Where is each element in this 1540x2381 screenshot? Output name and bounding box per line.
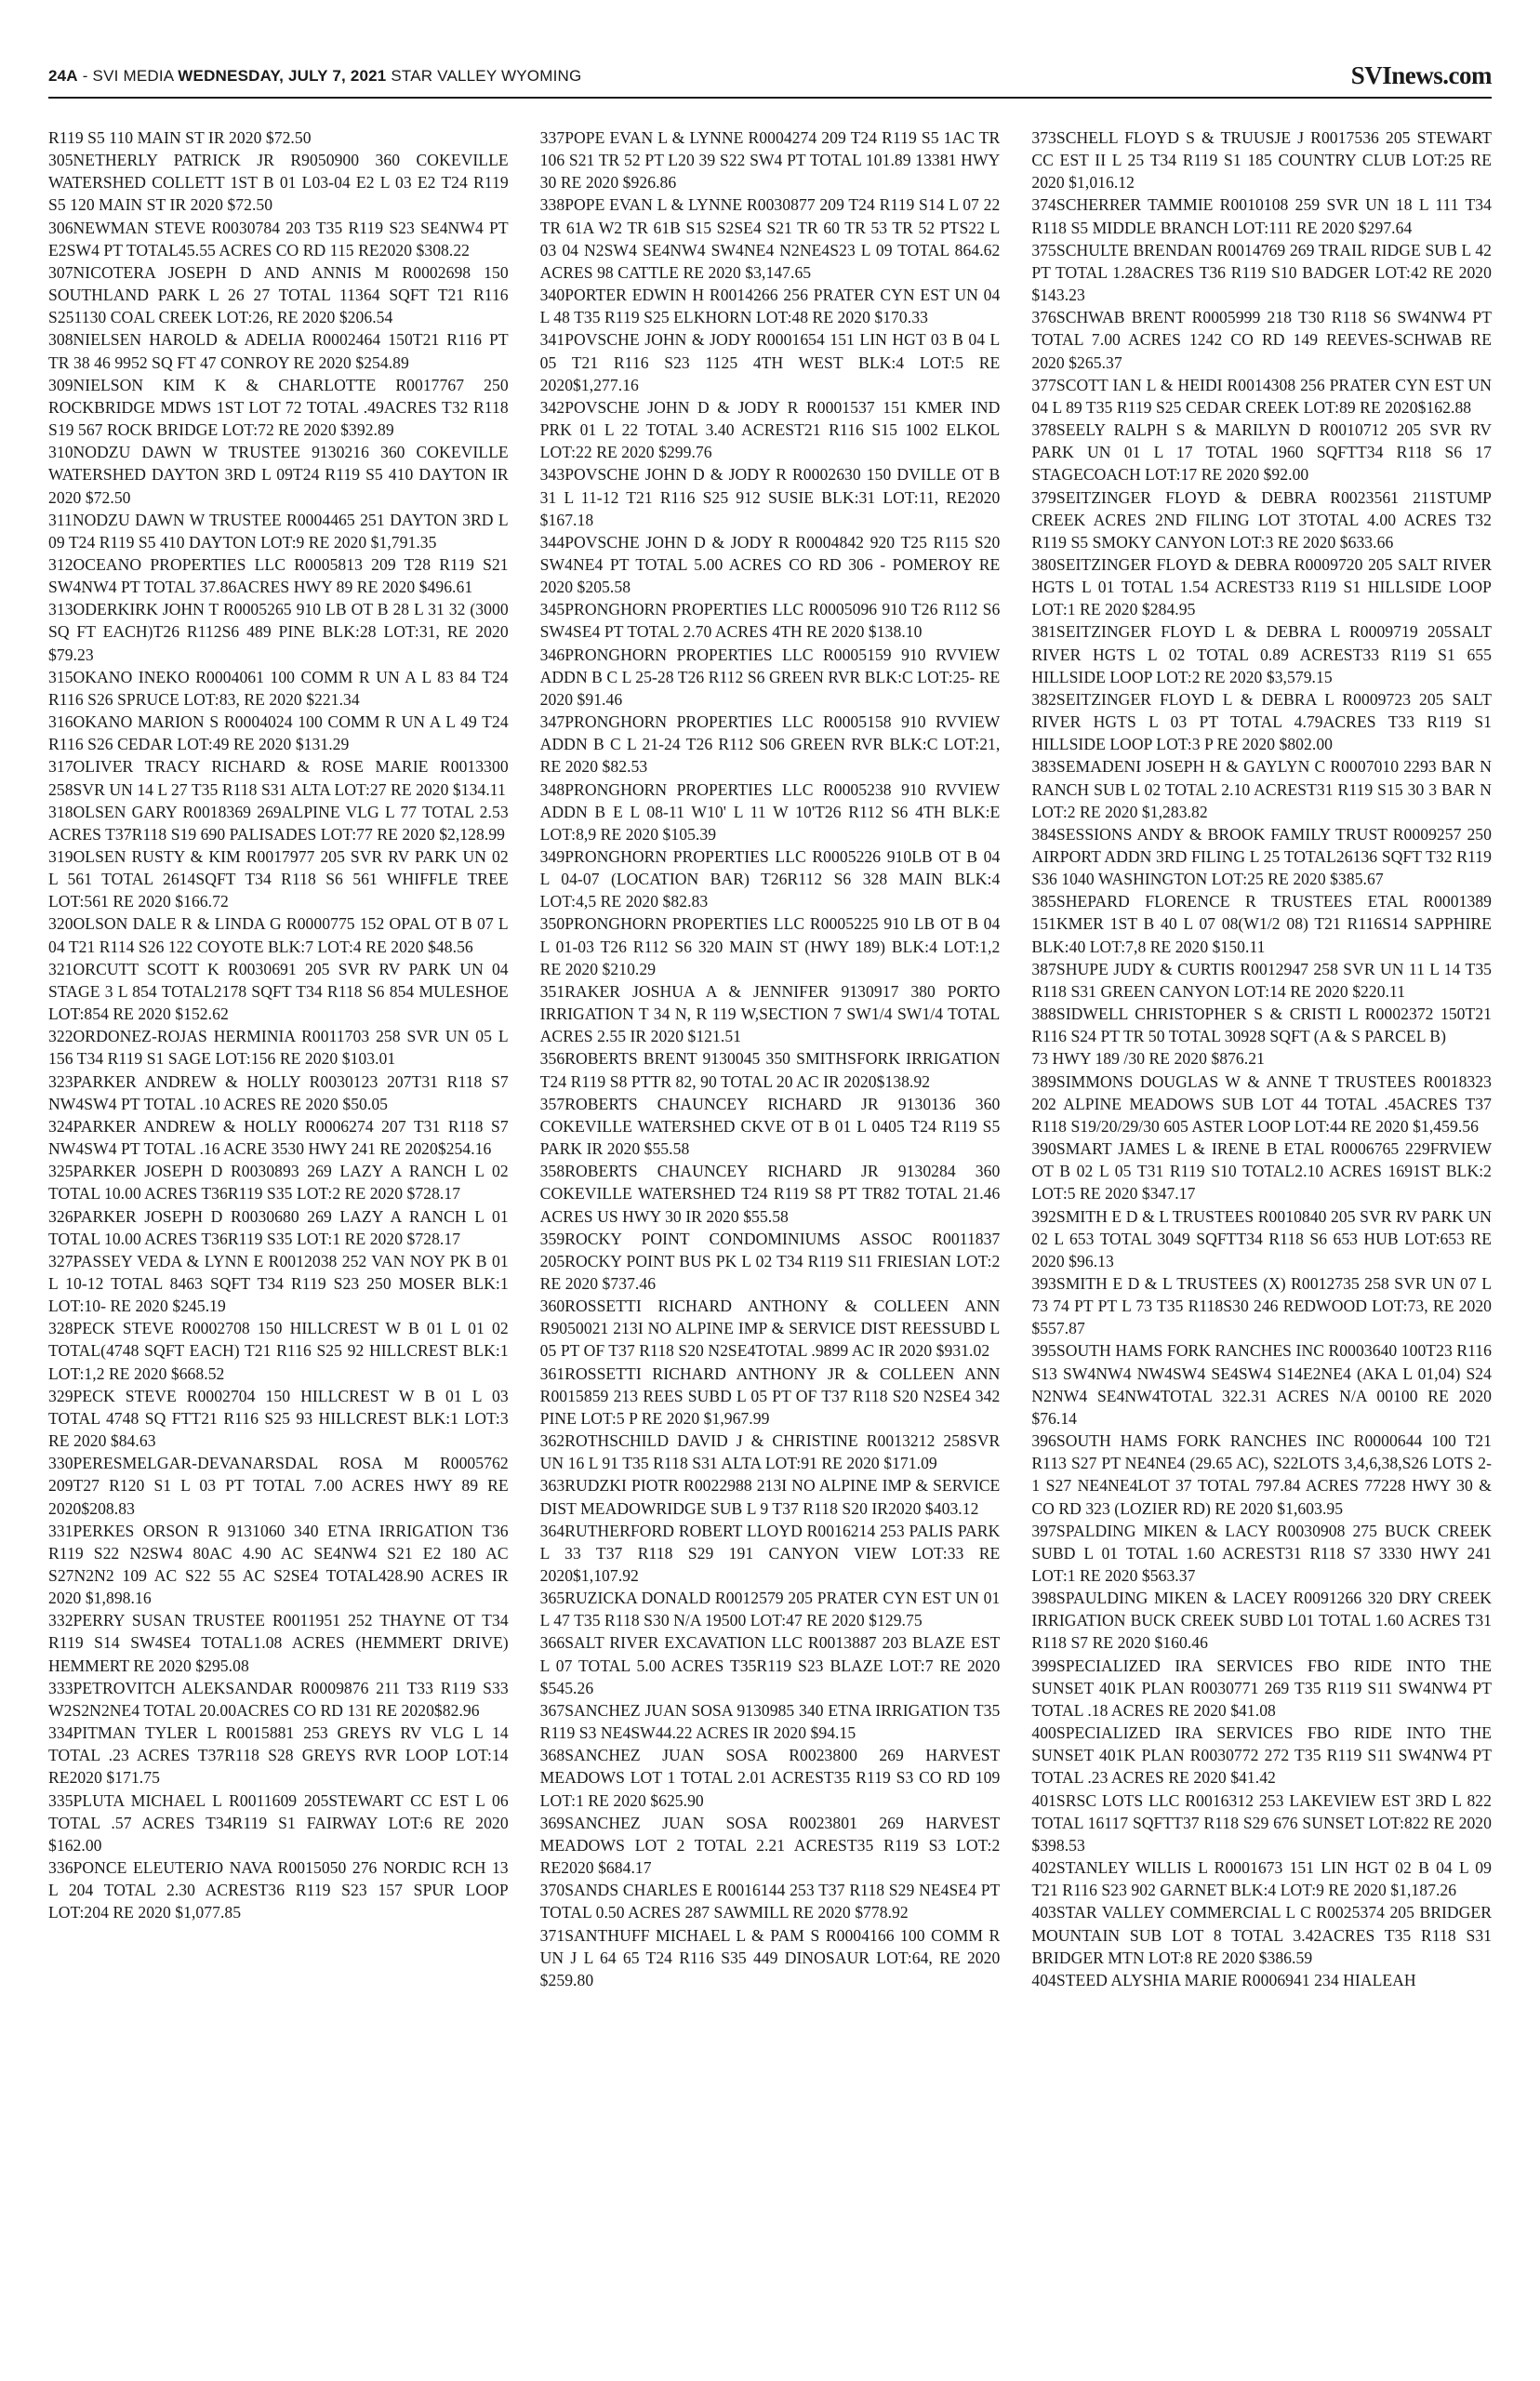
tax-listing: 371SANTHUFF MICHAEL L & PAM S R0004166 100 COMM R UN J L 64 65 T24 R116 S35 449 DINOSAUR LOT:64, RE 2020 $259.80	[539, 1925, 1001, 1989]
tax-listing: 73 HWY 189 /30 RE 2020 $876.21	[1031, 1049, 1265, 1069]
tax-listing: 356ROBERTS BRENT 9130045 350 SMITHSFORK IRRIGATION T24 R119 S8 PTTR 82, 90 TOTAL 20 AC IR 2020$138.92	[539, 1049, 1001, 1091]
tax-listing: 305NETHERLY PATRICK JR R9050900 360 COKEVILLE WATERSHED COLLETT 1ST B 01 L03-04 E2 L 03 E2 T24 R119 S5 120 MAIN ST IR 2020 $72.50	[48, 151, 509, 215]
tax-listing: 376SCHWAB BRENT R0005999 218 T30 R118 S6 SW4NW4 PT TOTAL 7.00 ACRES 1242 CO RD 149 REEVES-SCHWAB RE 2020 $265.37	[1031, 308, 1493, 372]
tax-listing: 398SPAULDING MIKEN & LACEY R0091266 320 DRY CREEK IRRIGATION BUCK CREEK SUBD L01 TOTAL 1.60 ACRES T31 R118 S7 RE 2020 $160.46	[1031, 1589, 1493, 1653]
tax-listing: 381SEITZINGER FLOYD L & DEBRA L R0009719 205SALT RIVER HGTS L 02 TOTAL 0.89 ACREST33 R119 S1 655 HILLSIDE LOOP LOT:2 RE 2020 $3,579.15	[1031, 622, 1493, 686]
tax-listing: 336PONCE ELEUTERIO NAVA R0015050 276 NORDIC RCH 13 L 204 TOTAL 2.30 ACREST36 R119 S23 157 SPUR LOOP LOT:204 RE 2020 $1,077.85	[48, 1858, 509, 1922]
tax-listing: 329PECK STEVE R0002704 150 HILLCREST W B 01 L 03 TOTAL 4748 SQ FTT21 R116 S25 93 HILLCREST BLK:1 LOT:3 RE 2020 $84.63	[48, 1386, 509, 1451]
paper-name: STAR VALLEY WYOMING	[391, 67, 582, 85]
tax-listing: 361ROSSETTI RICHARD ANTHONY JR & COLLEEN ANN R0015859 213 REES SUBD L 05 PT OF T37 R118 S20 N2SE4 342 PINE LOT:5 P RE 2020 $1,967.99	[539, 1363, 1001, 1428]
tax-listing: 313ODERKIRK JOHN T R0005265 910 LB OT B 28 L 31 32 (3000 SQ FT EACH)T26 R112S6 489 PINE BLK:28 LOT:31, RE 2020 $79.23	[48, 600, 509, 664]
tax-listing: 402STANLEY WILLIS L R0001673 151 LIN HGT 02 B 04 L 09 T21 R116 S23 902 GARNET BLK:4 LOT:9 RE 2020 $1,187.26	[1031, 1858, 1493, 1900]
tax-listing: 403STAR VALLEY COMMERCIAL L C R0025374 205 BRIDGER MOUNTAIN SUB LOT 8 TOTAL 3.42ACRES T35 R118 S31 BRIDGER MTN LOT:8 RE 2020 $386.59	[1031, 1903, 1493, 1967]
column-2	[540, 126, 1001, 2351]
tax-listing: 379SEITZINGER FLOYD & DEBRA R0023561 211STUMP CREEK ACRES 2ND FILING LOT 3TOTAL 4.00 ACRES T32 R119 S5 SMOKY CANYON LOT:3 RE 2020 $633.66	[1031, 487, 1493, 552]
tax-listing: 341POVSCHE JOHN & JODY R0001654 151 LIN HGT 03 B 04 L 05 T21 R116 S23 1125 4TH WEST BLK:4 LOT:5 RE 2020$1,277.16	[539, 330, 1001, 394]
tax-listing: 380SEITZINGER FLOYD & DEBRA R0009720 205 SALT RIVER HGTS L 01 TOTAL 1.54 ACREST33 R119 S1 HILLSIDE LOOP LOT:1 RE 2020 $284.95	[1031, 554, 1493, 619]
tax-listing: 312OCEANO PROPERTIES LLC R0005813 209 T28 R119 S21 SW4NW4 PT TOTAL 37.86ACRES HWY 89 RE 2020 $496.61	[48, 554, 509, 597]
tax-listing: 384SESSIONS ANDY & BROOK FAMILY TRUST R0009257 250 AIRPORT ADDN 3RD FILING L 25 TOTAL26136 SQFT T32 R119 S36 1040 WASHINGTON LOT:25 RE 2020 $385.67	[1031, 824, 1493, 889]
tax-listing: 331PERKES ORSON R 9131060 340 ETNA IRRIGATION T36 R119 S22 N2SW4 80AC 4.90 AC SE4NW4 S21 E2 180 AC S27N2N2 109 AC S22 55 AC S2SE4 TOTAL428.90 ACRES IR 2020 $1,898.16	[48, 1521, 509, 1608]
tax-listing: 345PRONGHORN PROPERTIES LLC R0005096 910 T26 R112 S6 SW4SE4 PT TOTAL 2.70 ACRES 4TH RE 2020 $138.10	[539, 600, 1001, 642]
tax-listing: 347PRONGHORN PROPERTIES LLC R0005158 910 RVVIEW ADDN B C L 21-24 T26 R112 S06 GREEN RVR BLK:C LOT:21, RE 2020 $82.53	[539, 712, 1001, 777]
legal-notice-columns	[48, 126, 1492, 2351]
tax-listing: 328PECK STEVE R0002708 150 HILLCREST W B 01 L 01 02 TOTAL(4748 SQFT EACH) T21 R116 S25 92 HILLCREST BLK:1 LOT:1,2 RE 2020 $668.52	[48, 1319, 509, 1383]
page-number: 24A	[48, 67, 78, 85]
tax-listing: 326PARKER JOSEPH D R0030680 269 LAZY A RANCH L 01 TOTAL 10.00 ACRES T36R119 S35 LOT:1 RE 2020 $728.17	[48, 1206, 509, 1248]
tax-listing: 375SCHULTE BRENDAN R0014769 269 TRAIL RIDGE SUB L 42 PT TOTAL 1.28ACRES T36 R119 S10 BADGER LOT:42 RE 2020 $143.23	[1031, 240, 1493, 305]
tax-listing: 337POPE EVAN L & LYNNE R0004274 209 T24 R119 S5 1AC TR 106 S21 TR 52 PT L20 39 S22 SW4 PT TOTAL 101.89 13381 HWY 30 RE 2020 $926.86	[539, 128, 1001, 193]
tax-listing: 364RUTHERFORD ROBERT LLOYD R0016214 253 PALIS PARK L 33 T37 R118 S29 191 CANYON VIEW LOT:33 RE 2020$1,107.92	[539, 1521, 1001, 1585]
tax-listing: 400SPECIALIZED IRA SERVICES FBO RIDE INTO THE SUNSET 401K PLAN R0030772 272 T35 R119 S11 SW4NW4 PT TOTAL .23 ACRES RE 2020 $41.42	[1031, 1723, 1493, 1788]
tax-listing: 322ORDONEZ-ROJAS HERMINIA R0011703 258 SVR UN 05 L 156 T34 R119 S1 SAGE LOT:156 RE 2020 $103.01	[48, 1027, 509, 1069]
tax-listing: 374SCHERRER TAMMIE R0010108 259 SVR UN 18 L 111 T34 R118 S5 MIDDLE BRANCH LOT:111 RE 2020 $297.64	[1031, 195, 1493, 237]
tax-listing: 317OLIVER TRACY RICHARD & ROSE MARIE R0013300 258SVR UN 14 L 27 T35 R118 S31 ALTA LOT:27 RE 2020 $134.11	[48, 757, 509, 799]
tax-listing: 340PORTER EDWIN H R0014266 256 PRATER CYN EST UN 04 L 48 T35 R119 S25 ELKHORN LOT:48 RE 2020 $170.33	[539, 286, 1001, 327]
tax-listing: 342POVSCHE JOHN D & JODY R R0001537 151 KMER IND PRK 01 L 22 TOTAL 3.40 ACREST21 R116 S15 1002 ELKOL LOT:22 RE 2020 $299.76	[539, 397, 1001, 462]
publisher-name: SVI MEDIA	[92, 67, 174, 85]
tax-listing: 366SALT RIVER EXCAVATION LLC R0013887 203 BLAZE EST L 07 TOTAL 5.00 ACRES T35R119 S23 BLAZE LOT:7 RE 2020 $545.26	[539, 1633, 1001, 1697]
tax-listing: 318OLSEN GARY R0018369 269ALPINE VLG L 77 TOTAL 2.53 ACRES T37R118 S19 690 PALISADES LOT:77 RE 2020 $2,128.99	[48, 802, 509, 844]
tax-listing: 387SHUPE JUDY & CURTIS R0012947 258 SVR UN 11 L 14 T35 R118 S31 GREEN CANYON LOT:14 RE 2020 $220.11	[1031, 959, 1493, 1001]
tax-listing: 401SRSC LOTS LLC R0016312 253 LAKEVIEW EST 3RD L 822 TOTAL 16117 SQFTT37 R118 S29 676 SUNSET LOT:822 RE 2020 $398.53	[1031, 1790, 1493, 1855]
tax-listing: 334PITMAN TYLER L R0015881 253 GREYS RV VLG L 14 TOTAL .23 ACRES T37R118 S28 GREYS RVR LOOP LOT:14 RE2020 $171.75	[48, 1723, 509, 1788]
tax-listing: 315OKANO INEKO R0004061 100 COMM R UN A L 83 84 T24 R116 S26 SPRUCE LOT:83, RE 2020 $221.34	[48, 667, 509, 709]
tax-listing: 393SMITH E D & L TRUSTEES (X) R0012735 258 SVR UN 07 L 73 74 PT PT L 73 T35 R118S30 246 REDWOOD LOT:73, RE 2020 $557.87	[1031, 1273, 1493, 1338]
tax-listing: 330PERESMELGAR-DEVANARSDAL ROSA M R0005762 209T27 R120 S1 L 03 PT TOTAL 7.00 ACRES HWY 89 RE 2020$208.83	[48, 1454, 509, 1518]
tax-listing: 320OLSON DALE R & LINDA G R0000775 152 OPAL OT B 07 L 04 T21 R114 S26 122 COYOTE BLK:7 LOT:4 RE 2020 $48.56	[48, 914, 509, 956]
tax-listing: 389SIMMONS DOUGLAS W & ANNE T TRUSTEES R0018323 202 ALPINE MEADOWS SUB LOT 44 TOTAL .45ACRES T37 R118 S19/20/29/30 605 ASTER LOOP LOT:44 RE 2020 $1,459.56	[1031, 1071, 1493, 1136]
tax-listing: 390SMART JAMES L & IRENE B ETAL R0006765 229FRVIEW OT B 02 L 05 T31 R119 S10 TOTAL2.10 ACRES 1691ST BLK:2 LOT:5 RE 2020 $347.17	[1031, 1139, 1493, 1204]
tax-listing: 319OLSEN RUSTY & KIM R0017977 205 SVR RV PARK UN 02 L 561 TOTAL 2614SQFT T34 R118 S6 561 WHIFFLE TREE LOT:561 RE 2020 $166.72	[48, 847, 509, 911]
tax-listing: 309NIELSON KIM K & CHARLOTTE R0017767 250 ROCKBRIDGE MDWS 1ST LOT 72 TOTAL .49ACRES T32 R118 S19 567 ROCK BRIDGE LOT:72 RE 2020 $392.89	[48, 375, 509, 440]
page-header	[48, 60, 1492, 99]
header-line	[48, 67, 581, 86]
tax-listing: 349PRONGHORN PROPERTIES LLC R0005226 910LB OT B 04 L 04-07 (LOCATION BAR) T26R112 S6 328 MAIN BLK:4 LOT:4,5 RE 2020 $82.83	[539, 847, 1001, 911]
tax-listing: 373SCHELL FLOYD S & TRUUSJE J R0017536 205 STEWART CC EST II L 25 T34 R119 S1 185 COUNTRY CLUB LOT:25 RE 2020 $1,016.12	[1031, 128, 1493, 193]
tax-listing: 395SOUTH HAMS FORK RANCHES INC R0003640 100T23 R116 S13 SW4NW4 NW4SW4 SE4SW4 S14E2NE4 (AKA L 01,04) S24 N2NW4 SE4NW4TOTAL 322.31 ACRES N/A 00100 RE 2020 $76.14	[1031, 1341, 1493, 1428]
tax-listing: 343POVSCHE JOHN D & JODY R R0002630 150 DVILLE OT B 31 L 11-12 T21 R116 S25 912 SUSIE BLK:31 LOT:11, RE2020 $167.18	[539, 465, 1001, 529]
tax-listing: 335PLUTA MICHAEL L R0011609 205STEWART CC EST L 06 TOTAL .57 ACRES T34R119 S1 FAIRWAY LOT:6 RE 2020 $162.00	[48, 1790, 509, 1855]
tax-listing: 327PASSEY VEDA & LYNN E R0012038 252 VAN NOY PK B 01 L 10-12 TOTAL 8463 SQFT T34 R119 S23 250 MOSER BLK:1 LOT:10- RE 2020 $245.19	[48, 1251, 509, 1316]
tax-listing: 324PARKER ANDREW & HOLLY R0006274 207 T31 R118 S7 NW4SW4 PT TOTAL .16 ACRE 3530 HWY 241 RE 2020$254.16	[48, 1116, 509, 1159]
tax-listing: 359ROCKY POINT CONDOMINIUMS ASSOC R0011837 205ROCKY POINT BUS PK L 02 T34 R119 S11 FRIESIAN LOT:2 RE 2020 $737.46	[539, 1229, 1001, 1293]
header-sep-1: -	[82, 67, 93, 85]
tax-listing: 362ROTHSCHILD DAVID J & CHRISTINE R0013212 258SVR UN 16 L 91 T35 R118 S31 ALTA LOT:91 RE 2020 $171.09	[539, 1431, 1001, 1473]
column-3	[1031, 126, 1492, 2351]
tax-listing: 358ROBERTS CHAUNCEY RICHARD JR 9130284 360 COKEVILLE WATERSHED T24 R119 S8 PT TR82 TOTAL 21.46 ACRES US HWY 30 IR 2020 $55.58	[539, 1162, 1001, 1226]
tax-listing: 308NIELSEN HAROLD & ADELIA R0002464 150T21 R116 PT TR 38 46 9952 SQ FT 47 CONROY RE 2020 $254.89	[48, 330, 509, 372]
tax-listing: 307NICOTERA JOSEPH D AND ANNIS M R0002698 150 SOUTHLAND PARK L 26 27 TOTAL 11364 SQFT T21 R116 S251130 COAL CREEK LOT:26, RE 2020 $206.54	[48, 262, 509, 327]
tax-listing: 351RAKER JOSHUA A & JENNIFER 9130917 380 PORTO IRRIGATION T 34 N, R 119 W,SECTION 7 SW1/4 SW1/4 TOTAL ACRES 2.55 IR 2020 $121.51	[539, 981, 1001, 1046]
tax-listing: 348PRONGHORN PROPERTIES LLC R0005238 910 RVVIEW ADDN B E L 08-11 W10' L 11 W 10'T26 R112 S6 4TH BLK:E LOT:8,9 RE 2020 $105.39	[539, 779, 1001, 844]
tax-listing: 368SANCHEZ JUAN SOSA R0023800 269 HARVEST MEADOWS LOT 1 TOTAL 2.01 ACREST35 R119 S3 CO RD 109 LOT:1 RE 2020 $625.90	[539, 1746, 1001, 1810]
tax-listing: 396SOUTH HAMS FORK RANCHES INC R0000644 100 T21 R113 S27 PT NE4NE4 (29.65 AC), S22LOTS 3,4,6,38,S26 LOTS 2-1 S27 NE4NE4LOT 37 TOTAL 797.84 ACRES 77228 HWY 30 & CO RD 323 (LOZIER RD) RE 2020 $1,603.95	[1031, 1431, 1493, 1518]
tax-listing: 378SEELY RALPH S & MARILYN D R0010712 205 SVR RV PARK UN 01 L 17 TOTAL 1960 SQFTT34 R118 S6 17 STAGECOACH LOT:17 RE 2020 $92.00	[1031, 420, 1493, 485]
column-1	[48, 126, 509, 2351]
site-logo: SVInews.com	[1350, 61, 1492, 89]
issue-date: WEDNESDAY, JULY 7, 2021	[178, 67, 387, 85]
tax-listing: 399SPECIALIZED IRA SERVICES FBO RIDE INTO THE SUNSET 401K PLAN R0030771 269 T35 R119 S11 SW4NW4 PT TOTAL .18 ACRES RE 2020 $41.08	[1031, 1656, 1493, 1720]
tax-listing: 388SIDWELL CHRISTOPHER S & CRISTI L R0002372 150T21 R116 S24 PT TR 50 TOTAL 30928 SQFT (A & S PARCEL B)	[1031, 1004, 1493, 1046]
tax-listing: 382SEITZINGER FLOYD L & DEBRA L R0009723 205 SALT RIVER HGTS L 03 PT TOTAL 4.79ACRES T33 R119 S1 HILLSIDE LOOP LOT:3 P RE 2020 $802.00	[1031, 689, 1493, 754]
tax-listing: 321ORCUTT SCOTT K R0030691 205 SVR RV PARK UN 04 STAGE 3 L 854 TOTAL2178 SQFT T34 R118 S6 854 MULESHOE LOT:854 RE 2020 $152.62	[48, 959, 509, 1024]
tax-listing: 383SEMADENI JOSEPH H & GAYLYN C R0007010 2293 BAR N RANCH SUB L 02 TOTAL 2.10 ACREST31 R119 S15 30 3 BAR N LOT:2 RE 2020 $1,283.82	[1031, 757, 1493, 821]
tax-listing: 377SCOTT IAN L & HEIDI R0014308 256 PRATER CYN EST UN 04 L 89 T35 R119 S25 CEDAR CREEK LOT:89 RE 2020$162.88	[1031, 375, 1493, 417]
tax-listing: 369SANCHEZ JUAN SOSA R0023801 269 HARVEST MEADOWS LOT 2 TOTAL 2.21 ACREST35 R119 S3 LOT:2 RE2020 $684.17	[539, 1813, 1001, 1878]
tax-listing: R119 S5 110 MAIN ST IR 2020 $72.50	[48, 128, 312, 147]
tax-listing: 306NEWMAN STEVE R0030784 203 T35 R119 S23 SE4NW4 PT E2SW4 PT TOTAL45.55 ACRES CO RD 115 RE2020 $308.22	[48, 218, 509, 259]
tax-listing: 311NODZU DAWN W TRUSTEE R0004465 251 DAYTON 3RD L 09 T24 R119 S5 410 DAYTON LOT:9 RE 2020 $1,791.35	[48, 510, 509, 552]
tax-listing: 338POPE EVAN L & LYNNE R0030877 209 T24 R119 S14 L 07 22 TR 61A W2 TR 61B S15 S2SE4 S21 TR 60 TR 53 TR 52 PTS22 L 03 04 N2SW4 SE4NW4 SW4NE4 N2NE4S23 L 09 TOTAL 864.62 ACRES 98 CATTLE RE 2020 $3,147.65	[539, 195, 1001, 282]
tax-listing: 357ROBERTS CHAUNCEY RICHARD JR 9130136 360 COKEVILLE WATERSHED CKVE OT B 01 L 0405 T24 R119 S5 PARK IR 2020 $55.58	[539, 1094, 1001, 1159]
tax-listing: 346PRONGHORN PROPERTIES LLC R0005159 910 RVVIEW ADDN B C L 25-28 T26 R112 S6 GREEN RVR BLK:C LOT:25- RE 2020 $91.46	[539, 645, 1001, 709]
tax-listing: 344POVSCHE JOHN D & JODY R R0004842 920 T25 R115 S20 SW4NE4 PT TOTAL 5.00 ACRES CO RD 306 - POMEROY RE 2020 $205.58	[539, 532, 1001, 597]
tax-listing: 397SPALDING MIKEN & LACY R0030908 275 BUCK CREEK SUBD L 01 TOTAL 1.60 ACREST31 R118 S7 3330 HWY 241 LOT:1 RE 2020 $563.37	[1031, 1521, 1493, 1585]
tax-listing: 370SANDS CHARLES E R0016144 253 T37 R118 S29 NE4SE4 PT TOTAL 0.50 ACRES 287 SAWMILL RE 2020 $778.92	[539, 1881, 1001, 1922]
tax-listing: 392SMITH E D & L TRUSTEES R0010840 205 SVR RV PARK UN 02 L 653 TOTAL 3049 SQFTT34 R118 S6 653 HUB LOT:653 RE 2020 $96.13	[1031, 1206, 1493, 1270]
tax-listing: 333PETROVITCH ALEKSANDAR R0009876 211 T33 R119 S33 W2S2N2NE4 TOTAL 20.00ACRES CO RD 131 RE 2020$82.96	[48, 1678, 509, 1720]
tax-listing: 316OKANO MARION S R0004024 100 COMM R UN A L 49 T24 R116 S26 CEDAR LOT:49 RE 2020 $131.29	[48, 712, 509, 754]
tax-listing: 404STEED ALYSHIA MARIE R0006941 234 HIALEAH	[1031, 1970, 1416, 1989]
tax-listing: 323PARKER ANDREW & HOLLY R0030123 207T31 R118 S7 NW4SW4 PT TOTAL .10 ACRES RE 2020 $50.05	[48, 1071, 509, 1113]
tax-listing: 350PRONGHORN PROPERTIES LLC R0005225 910 LB OT B 04 L 01-03 T26 R112 S6 320 MAIN ST (HWY 189) BLK:4 LOT:1,2 RE 2020 $210.29	[539, 914, 1001, 978]
tax-listing: 332PERRY SUSAN TRUSTEE R0011951 252 THAYNE OT T34 R119 S14 SW4SE4 TOTAL1.08 ACRES (HEMMERT DRIVE) HEMMERT RE 2020 $295.08	[48, 1611, 509, 1675]
tax-listing: 360ROSSETTI RICHARD ANTHONY & COLLEEN ANN R9050021 213I NO ALPINE IMP & SERVICE DIST REESSUBD L 05 PT OF T37 R118 S20 N2SE4TOTAL .9899 AC IR 2020 $931.02	[539, 1297, 1001, 1361]
tax-listing: 363RUDZKI PIOTR R0022988 213I NO ALPINE IMP & SERVICE DIST MEADOWRIDGE SUB L 9 T37 R118 S20 IR2020 $403.12	[539, 1476, 1001, 1518]
tax-listing: 385SHEPARD FLORENCE R TRUSTEES ETAL R0001389 151KMER 1ST B 40 L 07 08(W1/2 08) T21 R116S14 SAPPHIRE BLK:40 LOT:7,8 RE 2020 $150.11	[1031, 892, 1493, 956]
tax-listing: 310NODZU DAWN W TRUSTEE 9130216 360 COKEVILLE WATERSHED DAYTON 3RD L 09T24 R119 S5 410 DAYTON IR 2020 $72.50	[48, 443, 509, 507]
tax-listing: 325PARKER JOSEPH D R0030893 269 LAZY A RANCH L 02 TOTAL 10.00 ACRES T36R119 S35 LOT:2 RE 2020 $728.17	[48, 1162, 509, 1204]
tax-listing: 367SANCHEZ JUAN SOSA 9130985 340 ETNA IRRIGATION T35 R119 S3 NE4SW44.22 ACRES IR 2020 $94.15	[539, 1700, 1001, 1743]
tax-listing: 365RUZICKA DONALD R0012579 205 PRATER CYN EST UN 01 L 47 T35 R118 S30 N/A 19500 LOT:47 RE 2020 $129.75	[539, 1589, 1001, 1630]
